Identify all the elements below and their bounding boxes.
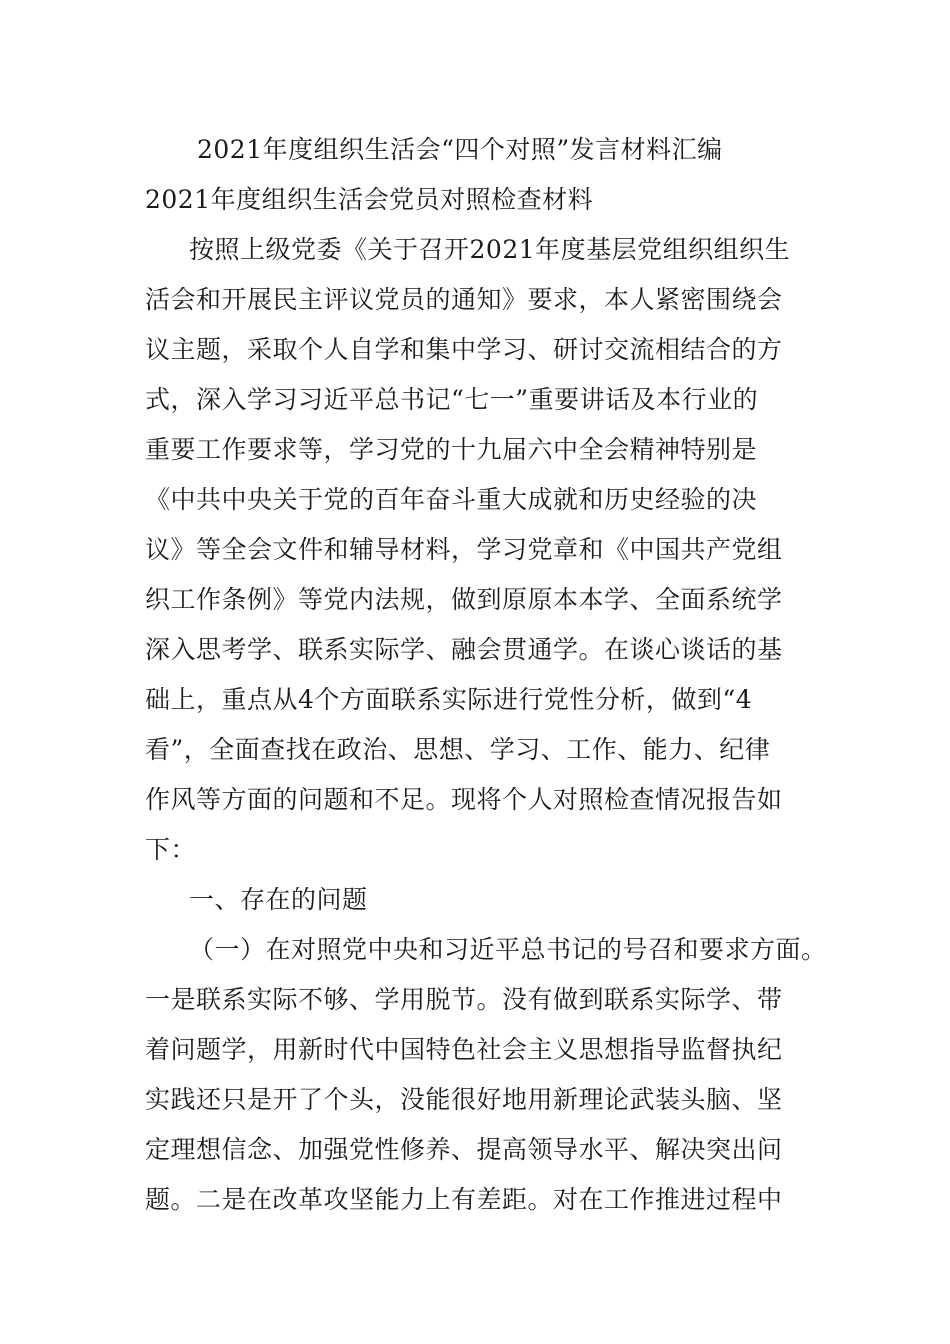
document-title: 2021年度组织生活会“四个对照”发言材料汇编 — [197, 135, 723, 164]
body-line: 《中共中央关于党的百年奋斗重大成就和历史经验的决 — [145, 485, 758, 514]
body-line: 作风等方面的问题和不足。现将个人对照检查情况报告如 — [145, 785, 783, 814]
section-line: 定理想信念、加强党性修养、提高领导水平、解决突出问 — [145, 1135, 783, 1164]
body-line: 深入思考学、联系实际学、融会贯通学。在谈心谈话的基 — [145, 635, 783, 664]
section-heading: 一、存在的问题 — [189, 885, 368, 914]
document-subtitle: 2021年度组织生活会党员对照检查材料 — [145, 185, 594, 214]
body-line: 看”，全面查找在政治、思想、学习、工作、能力、纪律 — [145, 735, 771, 764]
subsection-heading: （一）在对照党中央和习近平总书记的号召和要求方面。 — [189, 935, 827, 964]
body-line: 织工作条例》等党内法规，做到原原本本学、全面系统学 — [145, 585, 783, 614]
body-line: 活会和开展民主评议党员的通知》要求，本人紧密围绕会 — [145, 285, 783, 314]
section-line: 题。二是在改革攻坚能力上有差距。对在工作推进过程中 — [145, 1185, 783, 1214]
body-line: 议主题，采取个人自学和集中学习、研讨交流相结合的方 — [145, 335, 783, 364]
body-line: 式，深入学习习近平总书记“七一”重要讲话及本行业的 — [145, 385, 759, 414]
body-line: 础上，重点从4个方面联系实际进行党性分析，做到“4 — [145, 685, 753, 714]
section-line: 一是联系实际不够、学用脱节。没有做到联系实际学、带 — [145, 985, 783, 1014]
body-line: 下： — [145, 835, 197, 864]
body-line: 重要工作要求等，学习党的十九届六中全会精神特别是 — [145, 435, 758, 464]
body-line: 按照上级党委《关于召开2021年度基层党组织组织生 — [189, 235, 791, 264]
section-line: 着问题学，用新时代中国特色社会主义思想指导监督执纪 — [145, 1035, 783, 1064]
section-line: 实践还只是开了个头，没能很好地用新理论武装头脑、坚 — [145, 1085, 783, 1114]
body-line: 议》等全会文件和辅导材料，学习党章和《中国共产党组 — [145, 535, 783, 564]
